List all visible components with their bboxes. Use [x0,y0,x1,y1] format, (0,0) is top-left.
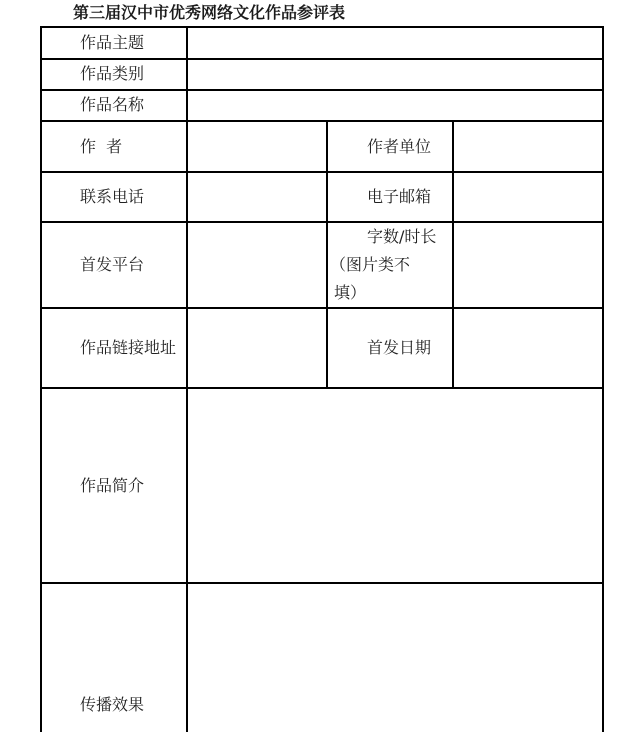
label-platform: 首发平台 [80,255,145,274]
label-word-count-line1: 字数/时长 [367,227,437,246]
label-word-count-line3: 填） [334,283,367,302]
label-name: 作品名称 [80,95,145,114]
label-publish-date: 首发日期 [367,338,432,357]
row-divider [40,387,604,389]
label-author: 作 者 [80,137,123,156]
row-divider [40,221,604,223]
col-divider [452,121,454,388]
label-link: 作品链接地址 [80,338,177,357]
form-title: 第三届汉中市优秀网络文化作品参评表 [73,3,346,22]
label-theme: 作品主题 [80,33,145,52]
col-divider [186,26,188,732]
row-divider [40,307,604,309]
label-email: 电子邮箱 [367,187,432,206]
label-phone: 联系电话 [80,187,145,206]
row-divider [40,89,604,91]
label-effect: 传播效果 [80,695,145,714]
row-divider [40,26,604,28]
label-word-count-line2: （图片类不 [330,255,411,274]
row-divider [40,171,604,173]
col-divider [326,121,328,388]
row-divider [40,582,604,584]
row-divider [40,120,604,122]
col-divider [602,26,604,732]
label-category: 作品类别 [80,64,145,83]
label-author-unit: 作者单位 [367,137,432,156]
label-intro: 作品简介 [80,476,145,495]
col-divider [40,26,42,732]
row-divider [40,58,604,60]
